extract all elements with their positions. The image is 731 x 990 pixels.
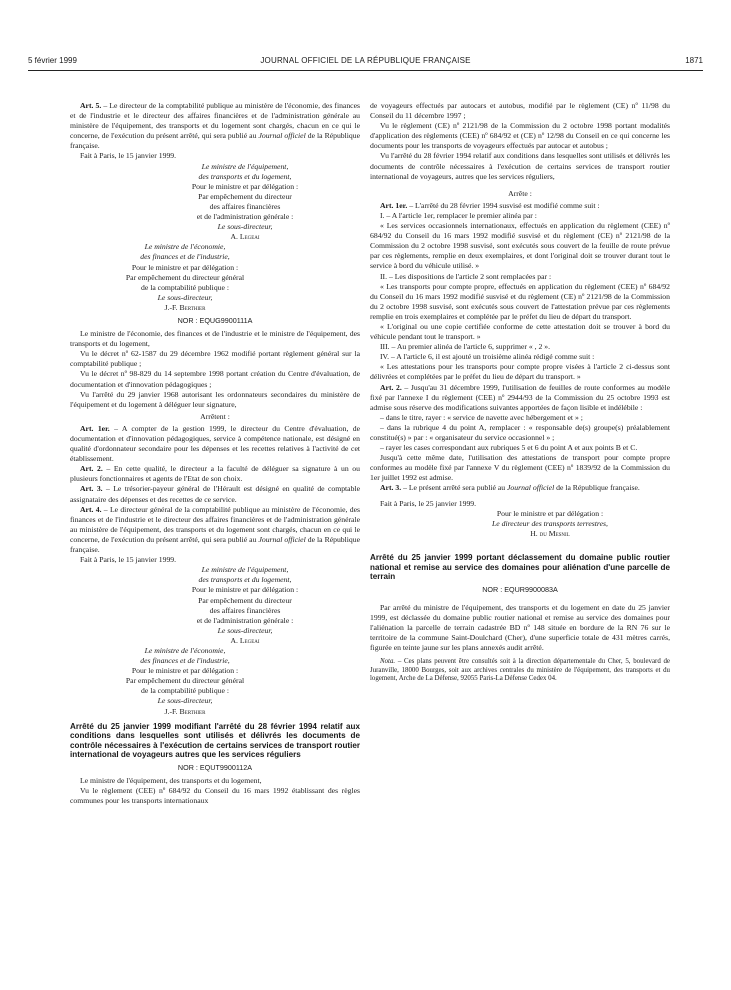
sig-minister: Le ministre de l'économie, [144, 645, 226, 655]
header-rule [28, 70, 703, 71]
visa: Vu l'arrêté du 28 février 1994 relatif aux conditions dans lesquelles sont utilisés et délivrés les documents de contrôle nécessaires à l'exécution de certains services de transport routier international de voyageurs, autres que les services réguliers, [370, 151, 670, 181]
quote-iv: « Les attestations pour les transports pour compte propre visées à l'article 2 ci-dessus sont délivrées et complétées par le préfet du lieu de départ du transport. » [370, 362, 670, 382]
bullet-item: – rayer les cases correspondant aux rubriques 5 et 6 du point A et aux points B et C. [380, 443, 638, 453]
article-text-end: de la République française. [70, 534, 361, 555]
quote-i: « Les services occasionnels internationaux, effectués en application du règlement (CEE) nº 684/92 du Conseil du 16 mars 1992 modifié susvisé et du règlement (CE) nº 2121/98 de la Commission du 2 octobre 1998 susvisé, sont exécutés sous couvert de la feuille de route prévue par ces règlements, remplie en deux exemplaires, et dont l'original doit se trouver durant tout le service à bord du véhicule utilisé. » [370, 221, 670, 271]
visa: Le ministre de l'équipement, des transports et du logement, [80, 776, 262, 786]
sig-name: H. du Mesnil [530, 528, 570, 538]
sig-line: et de l'administration générale : [196, 615, 294, 625]
decree-title-2: Arrêté du 25 janvier 1999 modifiant l'arrêté du 28 février 1994 relatif aux conditions dans lesquelles sont utilisés et délivrés les documents de contrôle nécessaires à l'exécution de certains services de transport routier international de voyageurs autres que les services réguliers [70, 721, 360, 760]
quote-ii-1: « Les transports pour compte propre, effectués en application du règlement (CEE) nº 684/92 du Conseil du 16 mars 1992 modifié susvisé et du règlement (CE) nº 2121/98 de la Commission du 2 octobre 1998 susvisé, sont exécutés sous couvert de l'attestation prévue par ces règlements remplie en trois exemplaires et complétée par le préfet du lieu de départ du transport. [370, 281, 670, 321]
paragraph-iv: IV. – A l'article 6, il est ajouté un troisième alinéa rédigé comme suit : [380, 352, 595, 362]
right-column [370, 101, 670, 684]
article-text: – Le directeur de la comptabilité publique au ministère de l'économie, des finances et de l'industrie et le directeur des affaires financières et de l'administration générale au ministère de l'équipement, des transports et du logement sont chargés, chacun en ce qui le concerne, de l'exécution du présent arrêté, qui sera publié au [70, 101, 361, 141]
article-label: Art. 2. [380, 382, 402, 392]
article-3 [370, 483, 670, 493]
article-text-end: de la République française. [70, 131, 361, 151]
sig-minister: Le ministre de l'équipement, [201, 161, 289, 171]
article-3 [70, 484, 360, 504]
arrete-heading: Arrête : [508, 188, 532, 198]
visa: Vu le règlement (CE) nº 2121/98 de la Commission du 2 octobre 1998 portant modalités d'application des règlements (CEE) nº 684/92 et (CE) nº 12/98 du Conseil en ce qui concerne les documents pour les transports de voyageurs effectués par autocar et autobus ; [370, 121, 670, 151]
journal-officiel-ref: Journal officiel [258, 534, 306, 544]
header-date: 5 février 1999 [28, 56, 77, 65]
article-label: Art. 5. [80, 101, 102, 110]
sig-line: Pour le ministre et par délégation : [191, 585, 299, 595]
fait-a-paris-1: Fait à Paris, le 15 janvier 1999. [80, 151, 177, 161]
journal-officiel-ref: Journal officiel [507, 483, 555, 493]
sig-line: Pour le ministre et par délégation : [191, 181, 299, 191]
sig-line: des affaires financières [209, 605, 281, 615]
nota-text: – Ces plans peuvent être consultés soit à la direction départementale du Cher, 5, boulevard de Juranville, 18000 Bourges, soit aux archives centrales du ministère de l'équipement, des transports et du logement, Arche de La Défense, 92055 Paris-La Défense Cedex 04. [370, 658, 670, 683]
paragraph-ii: II. – Les dispositions de l'article 2 sont remplacées par : [380, 271, 552, 281]
article-text: – Le présent arrêté sera publié au [401, 483, 508, 493]
sig-minister: des transports et du logement, [198, 575, 292, 585]
sig-line: de la comptabilité publique : [141, 686, 229, 696]
signature-block-3 [130, 565, 360, 646]
sig-minister: Le ministre de l'équipement, [201, 565, 289, 575]
sig-line: Par empêchement du directeur général [125, 676, 245, 686]
sig-title: Le directeur des transports terrestres, [492, 518, 608, 528]
visa: Vu le décret nº 98-829 du 14 septembre 1998 portant création du Centre d'évaluation, de documentation et d'innovation pédagogiques ; [70, 369, 360, 389]
article-label: Art. 4. [80, 504, 102, 514]
nota [370, 658, 670, 684]
article-label: Art. 1er. [380, 200, 408, 210]
article-label: Art. 3. [80, 484, 103, 494]
sig-line: des affaires financières [209, 201, 281, 211]
article-text: – Jusqu'au 31 décembre 1999, l'utilisation de feuilles de route conformes au modèle fixé par l'annexe I du règlement (CEE) nº 2944/93 de la Commission du 25 octobre 1993 est admise sous réserve des modifications suivantes apportées de façon lisible et indélébile : [370, 382, 670, 412]
fait-a-paris-2: Fait à Paris, le 15 janvier 1999. [80, 555, 177, 565]
bullet-item: – dans le titre, rayer : « service de navette avec hébergement et » ; [380, 412, 583, 422]
visa: Vu le décret nº 62-1587 du 29 décembre 1962 modifié portant règlement général sur la comptabilité publique ; [70, 349, 360, 369]
sig-minister: Le ministre de l'économie, [144, 242, 226, 252]
sig-minister: des finances et de l'industrie, [140, 656, 230, 666]
signature-block-4 [70, 646, 300, 717]
visa-continuation: de voyageurs effectués par autocars et autobus, modifié par le règlement (CE) nº 11/98 du Conseil du 11 décembre 1997 ; [370, 101, 670, 121]
left-column [70, 101, 360, 806]
article-label: Art. 2. [80, 464, 103, 474]
article-5-a [70, 101, 360, 151]
sig-line: et de l'administration générale : [196, 212, 294, 222]
quote-ii-2: « L'original ou une copie certifiée conforme de cette attestation doit se trouver à bord du véhicule pendant tout le transport. » [370, 321, 670, 342]
article-1 [70, 424, 360, 464]
nor-reference-3: NOR : EQUR9900083A [482, 584, 558, 594]
sig-name: A. Legeai [230, 232, 260, 242]
sig-line: Par empêchement du directeur [198, 595, 292, 605]
visa: Le ministre de l'économie, des finances et de l'industrie et le ministre de l'équipement, des transports et du logement, [70, 329, 360, 349]
sig-title: Le sous-directeur, [217, 222, 273, 232]
paragraph-i: I. – A l'article 1er, remplacer le premier alinéa par : [380, 210, 537, 220]
sig-minister: des transports et du logement, [198, 171, 292, 181]
journal-officiel-ref: Journal officiel [258, 131, 306, 141]
header-journal-title: JOURNAL OFFICIEL DE LA RÉPUBLIQUE FRANÇAISE [260, 56, 471, 65]
sig-name: A. Legeai [230, 635, 260, 645]
arretent-heading: Arrêtent : [200, 411, 230, 421]
visa: Vu l'arrêté du 29 janvier 1968 autorisant les ordonnateurs secondaires du ministère de l'équipement et du logement à déléguer leur signature, [70, 389, 360, 409]
article-text-end: de la République française. [554, 483, 640, 493]
signature-block-2 [70, 242, 300, 313]
sig-minister: des finances et de l'industrie, [140, 252, 230, 262]
article-label: Art. 3. [380, 483, 402, 493]
sig-line: Par empêchement du directeur [198, 191, 292, 201]
article-4 [70, 505, 360, 555]
article-1 [370, 201, 670, 211]
article-text: – En cette qualité, le directeur a la faculté de déléguer sa signature à un ou plusieurs fonctionnaires et agents de l'Etat de son choix. [70, 464, 360, 484]
header-page-number: 1871 [685, 56, 703, 65]
article-text: – L'arrêté du 28 février 1994 susvisé est modifié comme suit : [407, 200, 600, 210]
article-2 [370, 383, 670, 413]
decree-title-3: Arrêté du 25 janvier 1999 portant déclassement du domaine public routier national et remise au service des domaines pour aliénation d'une parcelle de terrain [370, 552, 670, 582]
paragraph-iii: III. – Au premier alinéa de l'article 6, supprimer « , 2 ». [380, 342, 551, 352]
article-text: – Le trésorier-payeur général de l'Hérault est désigné en qualité de comptable assignataire des dépenses et des recettes de ce service. [70, 484, 360, 504]
sig-line: Pour le ministre et par délégation : [496, 508, 604, 518]
page-header [28, 56, 703, 70]
article-label: Art. 1er. [80, 423, 110, 433]
sig-name: J.-F. Berthier [164, 302, 206, 312]
sig-line: Pour le ministre et par délégation : [131, 262, 239, 272]
sig-title: Le sous-directeur, [217, 625, 273, 635]
signature-block-1 [130, 162, 360, 243]
nota-label: Nota. [380, 658, 396, 666]
visa: Vu le règlement (CEE) nº 684/92 du Conseil du 16 mars 1992 établissant des règles communes pour les transports internationaux [70, 786, 360, 806]
article-2 [70, 464, 360, 484]
fait-a-paris-3: Fait à Paris, le 25 janvier 1999. [380, 498, 477, 508]
nor-reference-2: NOR : EQUT9900112A [177, 763, 253, 772]
sig-title: Le sous-directeur, [157, 292, 213, 302]
article-text: – Le directeur général de la comptabilité publique au ministère de l'économie, des finances et de l'industrie et le directeur des affaires financières et de l'administration générale au ministère de l'équipement, des transports et du logement sont chargés, chacun en ce qui le concerne, de l'exécution du présent arrêté, qui sera publié au [70, 504, 360, 544]
paragraph-jusqua: Jusqu'à cette même date, l'utilisation des attestations de transport pour compte propre conformes au modèle fixé par l'annexe V du règlement (CEE) nº 1839/92 de la Commission du 1er juillet 1992 est admise. [370, 453, 670, 483]
signature-block-5 [430, 509, 670, 539]
nor-reference-1: NOR : EQUG9900111A [177, 315, 253, 325]
decree-body-3: Par arrêté du ministre de l'équipement, des transports et du logement en date du 25 janvier 1999, est déclassée du domaine public routier national et remise au service des domaines pour l'aliénation la parcelle de terrain cadastrée BD nº 148 située en bordure de la RN 76 sur le territoire de la commune Saint-Doulchard (Cher), d'une superficie totale de 431 mètres carrés, figurée en teinte jaune sur les plans annexés audit arrêté. [370, 602, 670, 653]
sig-title: Le sous-directeur, [157, 696, 213, 706]
sig-line: Par empêchement du directeur général [125, 272, 245, 282]
sig-line: de la comptabilité publique : [141, 282, 229, 292]
sig-line: Pour le ministre et par délégation : [131, 666, 239, 676]
bullet-item: – dans la rubrique 4 du point A, remplacer : « responsable de(s) groupe(s) préalablement constitué(s) » par : « organisateur du service occasionnel » ; [370, 422, 670, 442]
article-text: – A compter de la gestion 1999, le directeur du Centre d'évaluation, de documentation et d'innovation pédagogiques, service à compétence nationale, est désigné en qualité d'ordonnateur secondaire pour les dépenses et les recettes relatives à l'activité de cet établissement. [70, 423, 360, 464]
sig-name: J.-F. Berthier [164, 706, 206, 716]
